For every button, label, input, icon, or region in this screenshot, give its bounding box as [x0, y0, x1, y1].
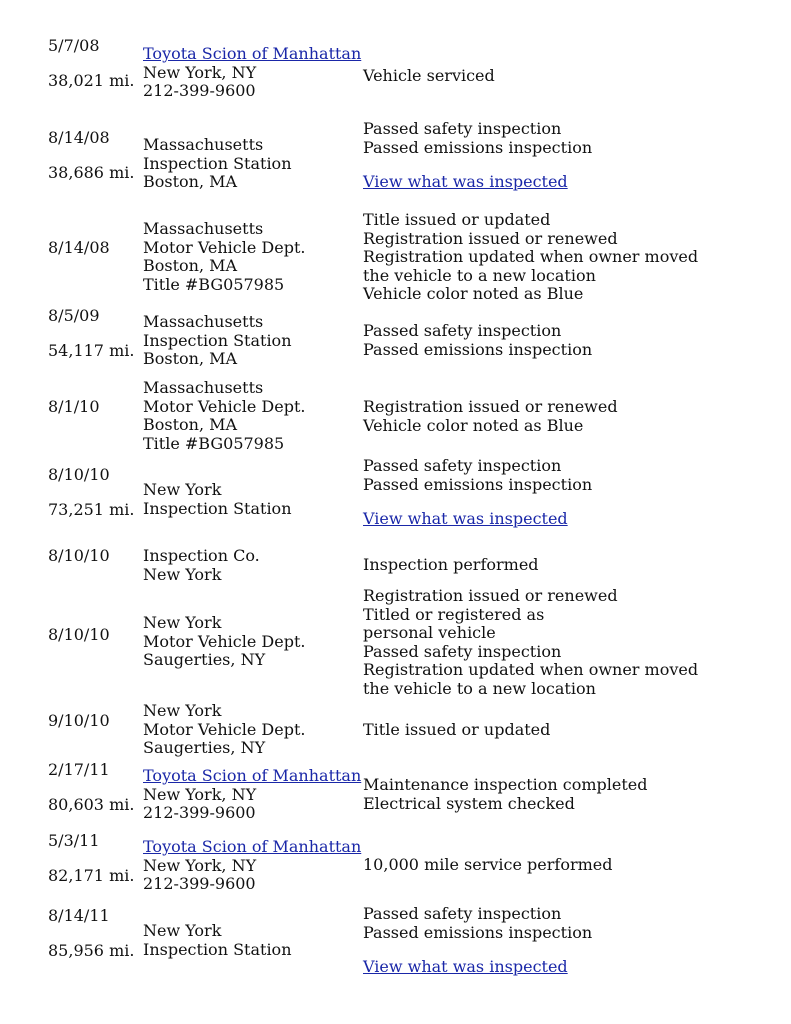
comment-line: Inspection performed: [363, 555, 539, 574]
date-mileage-cell: [48, 712, 138, 731]
comments-cell: [363, 398, 763, 435]
comment-line: Passed emissions inspection: [363, 474, 593, 494]
comment-line: Passed safety inspection: [363, 641, 562, 661]
dealer-link[interactable]: Toyota Scion of Manhattan: [143, 837, 362, 856]
source-cell: [143, 922, 358, 959]
view-inspection-link[interactable]: View what was inspected: [363, 509, 568, 528]
comment-line: Vehicle color noted as Blue: [363, 284, 584, 303]
comment-line: the vehicle to a new location: [363, 678, 596, 698]
record-mileage: 38,021 mi.: [48, 70, 135, 90]
record-date: 8/5/09: [48, 306, 100, 325]
comment-line: Title issued or updated: [363, 210, 551, 229]
source-line: Inspection Station: [143, 498, 292, 518]
comments-cell: [363, 67, 763, 86]
record-date: 2/17/11: [48, 760, 110, 779]
record-date: 8/14/08: [48, 238, 110, 257]
record-date: 8/10/10: [48, 465, 110, 484]
comments-cell: [363, 120, 763, 192]
comment-line: Vehicle serviced: [363, 66, 495, 85]
record-mileage: 85,956 mi.: [48, 940, 135, 960]
source-line: New York: [143, 701, 222, 720]
source-cell: [143, 702, 358, 758]
source-line: Boston, MA: [143, 172, 238, 191]
source-cell: [143, 379, 358, 453]
comments-cell: [363, 721, 763, 740]
record-date: 8/14/08: [48, 128, 110, 147]
comment-line: Maintenance inspection completed: [363, 775, 648, 794]
record-date: 8/1/10: [48, 397, 100, 416]
source-line: New York: [143, 480, 222, 499]
comment-line: Passed safety inspection: [363, 119, 562, 138]
comment-line: personal vehicle: [363, 623, 496, 642]
source-line: Inspection Station: [143, 330, 292, 350]
comments-cell: [363, 556, 763, 575]
comment-line: Registration updated when owner moved: [363, 247, 699, 266]
comments-cell: [363, 211, 763, 304]
source-line: Motor Vehicle Dept.: [143, 237, 306, 257]
source-line: New York, NY: [143, 784, 257, 804]
source-cell: [143, 220, 358, 294]
date-mileage-cell: [48, 761, 138, 814]
source-line: Massachusetts: [143, 135, 264, 154]
comment-line: Registration updated when owner moved: [363, 660, 699, 679]
comment-line: 10,000 mile service performed: [363, 855, 613, 874]
date-mileage-cell: [48, 239, 138, 258]
date-mileage-cell: [48, 466, 138, 519]
record-mileage: 38,686 mi.: [48, 162, 135, 182]
source-line: Motor Vehicle Dept.: [143, 396, 306, 416]
comment-line: Electrical system checked: [363, 793, 575, 813]
source-cell: [143, 44, 362, 101]
date-mileage-cell: [48, 37, 138, 90]
comment-line: the vehicle to a new location: [363, 265, 596, 285]
comments-cell: [363, 457, 763, 529]
record-mileage: 80,603 mi.: [48, 794, 135, 814]
date-mileage-cell: [48, 907, 138, 960]
comment-line: Registration issued or renewed: [363, 586, 618, 605]
source-line: Saugerties, NY: [143, 650, 266, 669]
comment-line: Titled or registered as: [363, 604, 545, 624]
date-mileage-cell: [48, 129, 138, 182]
record-mileage: 73,251 mi.: [48, 499, 135, 519]
comments-cell: [363, 905, 763, 977]
view-inspection-link[interactable]: View what was inspected: [363, 172, 568, 191]
source-line: Saugerties, NY: [143, 738, 266, 757]
date-mileage-cell: [48, 398, 138, 417]
record-date: 8/10/10: [48, 546, 110, 565]
source-line: Massachusetts: [143, 219, 264, 238]
comment-line: Registration issued or renewed: [363, 397, 618, 416]
comment-line: Registration issued or renewed: [363, 228, 618, 248]
comment-line: Passed emissions inspection: [363, 137, 593, 157]
date-mileage-cell: [48, 626, 138, 645]
source-line: Boston, MA: [143, 256, 238, 275]
source-line: Title #BG057985: [143, 433, 285, 453]
comments-cell: [363, 322, 763, 359]
source-line: Inspection Co.: [143, 546, 260, 565]
source-line: 212-399-9600: [143, 803, 256, 822]
record-date: 5/7/08: [48, 36, 100, 55]
source-line: Motor Vehicle Dept.: [143, 631, 306, 651]
source-line: 212-399-9600: [143, 874, 256, 893]
source-line: New York: [143, 921, 222, 940]
view-inspection-link[interactable]: View what was inspected: [363, 957, 568, 976]
record-mileage: 82,171 mi.: [48, 865, 135, 885]
dealer-link[interactable]: Toyota Scion of Manhattan: [143, 766, 362, 785]
record-date: 8/14/11: [48, 906, 110, 925]
record-date: 5/3/11: [48, 831, 100, 850]
comment-line: Passed emissions inspection: [363, 339, 593, 359]
source-line: Title #BG057985: [143, 274, 285, 294]
source-line: Inspection Station: [143, 939, 292, 959]
record-date: 8/10/10: [48, 625, 110, 644]
source-cell: [143, 837, 362, 894]
comment-line: Passed emissions inspection: [363, 922, 593, 942]
source-cell: [143, 136, 358, 192]
source-line: Massachusetts: [143, 312, 264, 331]
comments-cell: [363, 776, 763, 813]
source-line: Motor Vehicle Dept.: [143, 719, 306, 739]
comment-line: Passed safety inspection: [363, 321, 562, 340]
comment-line: Passed safety inspection: [363, 456, 562, 475]
comments-cell: [363, 856, 763, 875]
date-mileage-cell: [48, 832, 138, 885]
source-line: New York: [143, 613, 222, 632]
dealer-link[interactable]: Toyota Scion of Manhattan: [143, 44, 362, 63]
record-mileage: 54,117 mi.: [48, 340, 135, 360]
source-line: New York: [143, 564, 222, 584]
comment-line: Passed safety inspection: [363, 904, 562, 923]
source-cell: [143, 313, 358, 369]
comment-line: Vehicle color noted as Blue: [363, 415, 584, 435]
comments-cell: [363, 587, 763, 698]
date-mileage-cell: [48, 307, 138, 360]
source-line: Boston, MA: [143, 349, 238, 368]
source-line: Massachusetts: [143, 378, 264, 397]
date-mileage-cell: [48, 547, 138, 566]
comment-line: Title issued or updated: [363, 720, 551, 739]
source-line: Inspection Station: [143, 153, 292, 173]
source-cell: [143, 547, 358, 584]
source-line: New York, NY: [143, 855, 257, 875]
source-cell: [143, 481, 358, 518]
record-date: 9/10/10: [48, 711, 110, 730]
source-line: New York, NY: [143, 62, 257, 82]
source-line: Boston, MA: [143, 415, 238, 434]
source-cell: [143, 766, 362, 823]
source-line: 212-399-9600: [143, 81, 256, 100]
source-cell: [143, 614, 358, 670]
